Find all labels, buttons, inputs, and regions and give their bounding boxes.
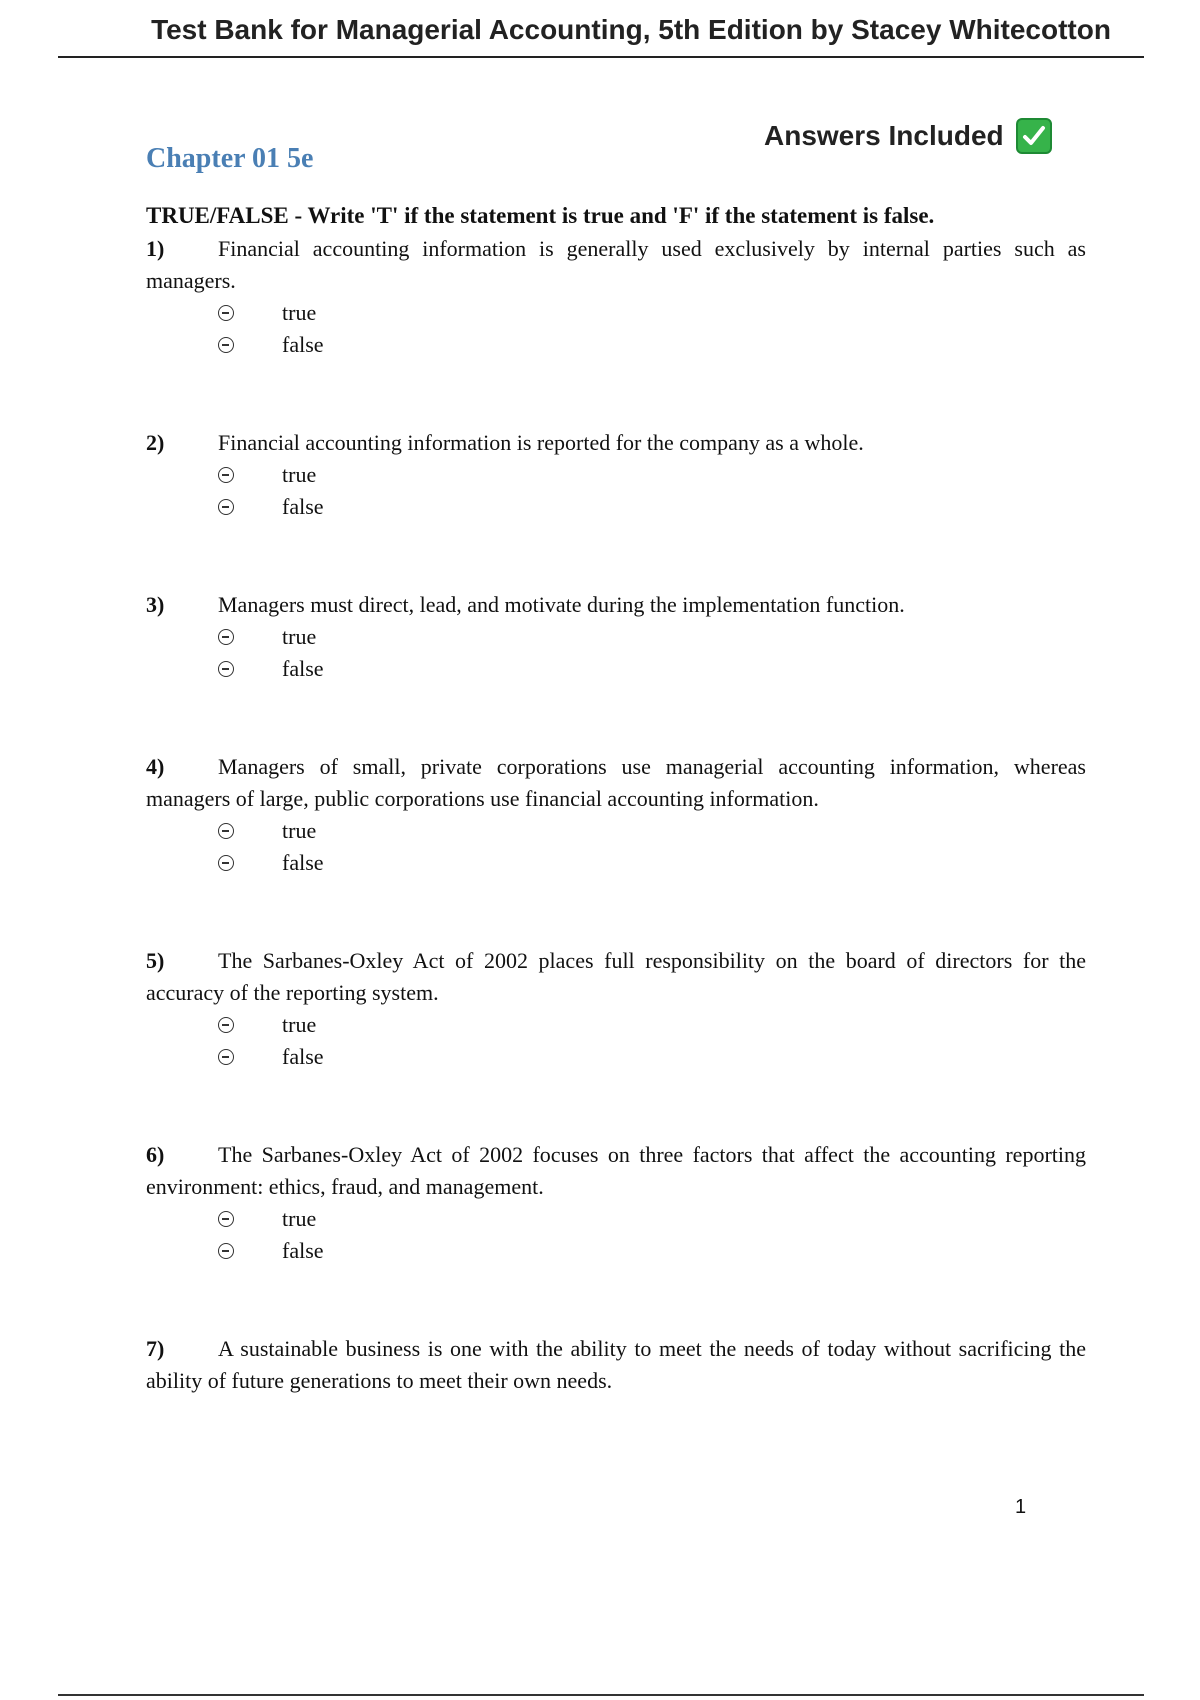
- answer-option-false[interactable]: [218, 1041, 1086, 1073]
- answer-option-false[interactable]: [218, 491, 1086, 523]
- radio-button-icon[interactable]: [218, 823, 234, 839]
- header-divider: [58, 56, 1144, 58]
- answer-option-true[interactable]: [218, 815, 1086, 847]
- answer-option-true[interactable]: [218, 621, 1086, 653]
- answer-option-false[interactable]: [218, 653, 1086, 685]
- check-box-icon: [1016, 118, 1052, 154]
- option-label: false: [282, 850, 324, 875]
- question-number: 6): [146, 1142, 165, 1167]
- radio-button-icon[interactable]: [218, 467, 234, 483]
- option-label: true: [282, 462, 317, 487]
- question-6: [146, 1139, 1086, 1267]
- question-number: 5): [146, 948, 165, 973]
- question-number: 3): [146, 592, 165, 617]
- question-number: 4): [146, 754, 165, 779]
- radio-button-icon[interactable]: [218, 1211, 234, 1227]
- answer-option-true[interactable]: [218, 459, 1086, 491]
- radio-button-icon[interactable]: [218, 499, 234, 515]
- radio-button-icon[interactable]: [218, 305, 234, 321]
- question-1: [146, 233, 1086, 361]
- question-number: 7): [146, 1336, 165, 1361]
- question-3: [146, 589, 1086, 685]
- question-text: A sustainable business is one with the ability to meet the needs of today without sacrificing the ability of future generations to meet their own needs.: [146, 1336, 1086, 1393]
- question-text: Financial accounting information is generally used exclusively by internal parties such as managers.: [146, 236, 1086, 293]
- answer-option-false[interactable]: [218, 1235, 1086, 1267]
- option-label: true: [282, 300, 317, 325]
- option-label: true: [282, 1206, 317, 1231]
- option-label: false: [282, 1238, 324, 1263]
- section-instructions: TRUE/FALSE - Write 'T' if the statement is true and 'F' if the statement is false.: [146, 203, 935, 228]
- radio-button-icon[interactable]: [218, 337, 234, 353]
- answer-option-true[interactable]: [218, 1203, 1086, 1235]
- question-text: The Sarbanes-Oxley Act of 2002 focuses on three factors that affect the accounting reporting environment: ethics, fraud, and management.: [146, 1142, 1086, 1199]
- radio-button-icon[interactable]: [218, 1049, 234, 1065]
- radio-button-icon[interactable]: [218, 1017, 234, 1033]
- option-label: false: [282, 656, 324, 681]
- page-number: 1: [1015, 1496, 1027, 1518]
- radio-button-icon[interactable]: [218, 629, 234, 645]
- answer-option-true[interactable]: [218, 297, 1086, 329]
- answer-option-false[interactable]: [218, 329, 1086, 361]
- question-4: [146, 751, 1086, 879]
- radio-button-icon[interactable]: [218, 855, 234, 871]
- question-number: 1): [146, 236, 165, 261]
- question-2: [146, 427, 1086, 523]
- document-header-title: Test Bank for Managerial Accounting, 5th Edition by Stacey Whitecotton: [151, 14, 1111, 45]
- answer-option-false[interactable]: [218, 847, 1086, 879]
- option-label: false: [282, 1044, 324, 1069]
- answers-included-label: Answers Included: [764, 120, 1004, 151]
- question-text: The Sarbanes-Oxley Act of 2002 places full responsibility on the board of directors for the accuracy of the reporting system.: [146, 948, 1086, 1005]
- answer-option-true[interactable]: [218, 1009, 1086, 1041]
- footer-divider: [58, 1694, 1144, 1696]
- question-text: Managers of small, private corporations use managerial accounting information, whereas managers of large, public corporations use financial accounting information.: [146, 754, 1086, 811]
- question-7: [146, 1333, 1086, 1397]
- option-label: false: [282, 494, 324, 519]
- answers-included-badge: [764, 118, 1052, 154]
- option-label: true: [282, 1012, 317, 1037]
- question-text: Financial accounting information is reported for the company as a whole.: [218, 430, 864, 455]
- question-5: [146, 945, 1086, 1073]
- radio-button-icon[interactable]: [218, 1243, 234, 1259]
- question-text: Managers must direct, lead, and motivate during the implementation function.: [218, 592, 905, 617]
- option-label: true: [282, 624, 317, 649]
- question-number: 2): [146, 430, 165, 455]
- option-label: true: [282, 818, 317, 843]
- option-label: false: [282, 332, 324, 357]
- radio-button-icon[interactable]: [218, 661, 234, 677]
- chapter-title: Chapter 01 5e: [146, 143, 314, 174]
